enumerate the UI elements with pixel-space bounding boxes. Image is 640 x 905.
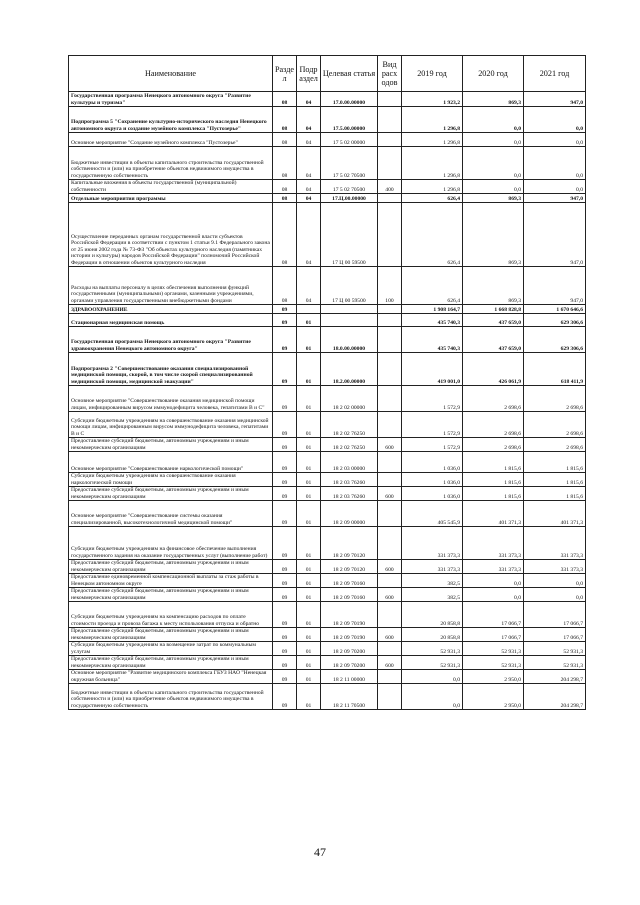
cell-section: 08 (273, 133, 297, 147)
cell-section: 08 (273, 203, 297, 267)
cell-2019: 1 036,0 (402, 487, 463, 501)
cell-expense-type (378, 194, 402, 203)
cell-section: 09 (273, 305, 297, 314)
cell-2019: 52 931,3 (402, 642, 463, 656)
cell-section: 09 (273, 386, 297, 412)
table-row (69, 588, 586, 602)
cell-section: 08 (273, 92, 297, 107)
cell-2019: 331 373,3 (402, 560, 463, 574)
header-section: Разде л (273, 56, 297, 92)
cell-expense-type: 600 (378, 560, 402, 574)
cell-2021: 0,0 (524, 133, 586, 147)
cell-2021: 17 066,7 (524, 602, 586, 628)
cell-article: 18 2 03 76260 (321, 473, 378, 487)
table-row (69, 180, 586, 194)
table-header-row (69, 56, 586, 92)
cell-expense-type (378, 574, 402, 588)
table-row (69, 487, 586, 501)
cell-subsection: 04 (297, 194, 321, 203)
cell-section: 09 (273, 684, 297, 710)
cell-2021: 2 698,6 (524, 412, 586, 438)
cell-2021: 0,0 (524, 574, 586, 588)
cell-section: 09 (273, 670, 297, 684)
table-row (69, 684, 586, 710)
cell-subsection: 01 (297, 314, 321, 327)
table-row (69, 305, 586, 314)
cell-section: 08 (273, 267, 297, 305)
cell-article: 17 Ц 00 59500 (321, 203, 378, 267)
cell-expense-type: 600 (378, 628, 402, 642)
cell-2020: 1 815,6 (463, 487, 524, 501)
cell-2019: 382,5 (402, 574, 463, 588)
cell-article: 18 2 11 00000 (321, 670, 378, 684)
cell-expense-type (378, 473, 402, 487)
cell-2021: 947,0 (524, 267, 586, 305)
cell-article: 18 2 09 70120 (321, 527, 378, 560)
cell-name: Предоставление субсидий бюджетным, автономным учреждениям и иным некоммерческим организациям (69, 487, 273, 501)
cell-expense-type: 400 (378, 180, 402, 194)
cell-section: 08 (273, 194, 297, 203)
cell-section: 09 (273, 412, 297, 438)
cell-2019: 331 373,3 (402, 527, 463, 560)
cell-article: 17.5.00.00000 (321, 107, 378, 133)
cell-2019: 435 740,3 (402, 327, 463, 353)
header-year-2019: 2019 год (402, 56, 463, 92)
cell-subsection: 01 (297, 628, 321, 642)
cell-2020: 869,3 (463, 194, 524, 203)
cell-2021: 204 298,7 (524, 670, 586, 684)
cell-name: ЗДРАВООХРАНЕНИЕ (69, 305, 273, 314)
cell-2020: 17 066,7 (463, 628, 524, 642)
cell-expense-type (378, 314, 402, 327)
cell-2020: 0,0 (463, 588, 524, 602)
cell-2019: 1 296,8 (402, 147, 463, 180)
cell-article: 17 Ц 00 59500 (321, 267, 378, 305)
cell-2021: 1 815,6 (524, 473, 586, 487)
cell-2020: 869,3 (463, 203, 524, 267)
cell-subsection: 01 (297, 501, 321, 527)
header-year-2020: 2020 год (463, 56, 524, 92)
cell-2020: 437 659,0 (463, 327, 524, 353)
cell-subsection: 01 (297, 473, 321, 487)
cell-expense-type (378, 412, 402, 438)
cell-2019: 626,4 (402, 203, 463, 267)
cell-article: 18 2 09 70200 (321, 642, 378, 656)
cell-article: 17 5 02 00000 (321, 133, 378, 147)
cell-name: Предоставление субсидий бюджетным, автономным учреждениям и иным некоммерческим организациям (69, 560, 273, 574)
cell-article: 18.2.00.00000 (321, 353, 378, 386)
cell-expense-type (378, 92, 402, 107)
cell-subsection: 01 (297, 353, 321, 386)
table-row (69, 670, 586, 684)
cell-2019: 419 001,0 (402, 353, 463, 386)
cell-2019: 20 858,8 (402, 628, 463, 642)
cell-2020: 869,3 (463, 267, 524, 305)
cell-name: Основное мероприятие "Совершенствование наркологической помощи" (69, 452, 273, 473)
cell-name: Субсидии бюджетным учреждениям на совершенствование оказания медицинской помощи лицам, инфицированным вирусом иммунодефицита человека, гепатитами B и C (69, 412, 273, 438)
cell-2021: 52 931,3 (524, 642, 586, 656)
cell-name: Предоставление субсидий бюджетным, автономным учреждениям и иным некоммерческим организациям (69, 656, 273, 670)
cell-2019: 20 858,8 (402, 602, 463, 628)
cell-2020: 1 668 828,8 (463, 305, 524, 314)
cell-2019: 1 572,9 (402, 412, 463, 438)
cell-section: 09 (273, 527, 297, 560)
cell-expense-type: 600 (378, 438, 402, 452)
cell-2021: 331 373,3 (524, 560, 586, 574)
cell-section: 09 (273, 473, 297, 487)
cell-2020: 0,0 (463, 574, 524, 588)
cell-name: Основное мероприятие "Совершенствование системы оказания специализированной, высокотехнологичной медицинской помощи" (69, 501, 273, 527)
cell-article: 18 2 09 00000 (321, 501, 378, 527)
cell-article: 18 2 03 00000 (321, 452, 378, 473)
cell-2020: 2 698,6 (463, 386, 524, 412)
cell-2021: 17 066,7 (524, 628, 586, 642)
cell-article: 18 2 02 76250 (321, 438, 378, 452)
cell-2021: 0,0 (524, 107, 586, 133)
cell-name: Субсидии бюджетным учреждениям на совершенствование оказания наркологической помощи (69, 473, 273, 487)
cell-name: Отдельные мероприятия программы (69, 194, 273, 203)
header-subsection: Подр аздел (297, 56, 321, 92)
cell-2020: 0,0 (463, 133, 524, 147)
cell-subsection: 04 (297, 203, 321, 267)
cell-2021: 947,0 (524, 194, 586, 203)
cell-name: Капитальные вложения в объекты государственной (муниципальной) собственности (69, 180, 273, 194)
cell-name: Подпрограмма 5 "Сохранение культурно-исторического наследия Ненецкого автономного округа и создание музейного комплекса "Пустозерье" (69, 107, 273, 133)
cell-2019: 1 923,2 (402, 92, 463, 107)
cell-section: 09 (273, 602, 297, 628)
cell-2020: 2 698,6 (463, 438, 524, 452)
cell-section: 09 (273, 560, 297, 574)
cell-2021: 204 298,7 (524, 684, 586, 710)
cell-2020: 426 061,9 (463, 353, 524, 386)
cell-2020: 401 371,3 (463, 501, 524, 527)
cell-2021: 2 698,6 (524, 438, 586, 452)
cell-name: Предоставление единовременной компенсационной выплаты за стаж работы в Ненецком автономном округе (69, 574, 273, 588)
cell-2019: 0,0 (402, 684, 463, 710)
cell-article: 18 2 09 70160 (321, 574, 378, 588)
cell-2019: 0,0 (402, 670, 463, 684)
table-row (69, 327, 586, 353)
cell-2020: 869,3 (463, 92, 524, 107)
cell-2020: 17 066,7 (463, 602, 524, 628)
cell-2021: 1 815,6 (524, 487, 586, 501)
cell-subsection: 01 (297, 588, 321, 602)
cell-name: Предоставление субсидий бюджетным, автономным учреждениям и иным некоммерческим организациям (69, 438, 273, 452)
table-row (69, 147, 586, 180)
cell-section: 09 (273, 656, 297, 670)
cell-article: 18 2 09 70190 (321, 628, 378, 642)
cell-subsection: 01 (297, 642, 321, 656)
cell-section: 09 (273, 628, 297, 642)
cell-2020: 0,0 (463, 147, 524, 180)
cell-name: Государственная программа Ненецкого автономного округа "Развитие культуры и туризма" (69, 92, 273, 107)
cell-name: Предоставление субсидий бюджетным, автономным учреждениям и иным некоммерческим организациям (69, 628, 273, 642)
table-row (69, 656, 586, 670)
cell-expense-type (378, 684, 402, 710)
cell-article: 18 2 03 76260 (321, 487, 378, 501)
cell-article: 18 2 09 70190 (321, 602, 378, 628)
table-row (69, 501, 586, 527)
cell-name: Стационарная медицинская помощь (69, 314, 273, 327)
table-row (69, 353, 586, 386)
table-row (69, 602, 586, 628)
cell-2021: 1 670 646,6 (524, 305, 586, 314)
cell-subsection: 01 (297, 602, 321, 628)
cell-subsection (297, 305, 321, 314)
table-row (69, 133, 586, 147)
cell-2020: 437 659,0 (463, 314, 524, 327)
cell-subsection: 01 (297, 487, 321, 501)
cell-subsection: 04 (297, 147, 321, 180)
table-row (69, 560, 586, 574)
cell-section: 08 (273, 107, 297, 133)
cell-2020: 1 815,6 (463, 473, 524, 487)
cell-subsection: 04 (297, 107, 321, 133)
cell-expense-type: 100 (378, 267, 402, 305)
cell-subsection: 01 (297, 527, 321, 560)
cell-2021: 401 371,3 (524, 501, 586, 527)
cell-section: 09 (273, 501, 297, 527)
cell-section: 09 (273, 642, 297, 656)
cell-article: 18 2 09 70200 (321, 656, 378, 670)
cell-expense-type (378, 602, 402, 628)
cell-expense-type (378, 327, 402, 353)
cell-2020: 331 373,3 (463, 560, 524, 574)
cell-2021: 331 373,3 (524, 527, 586, 560)
cell-section: 08 (273, 180, 297, 194)
cell-expense-type (378, 501, 402, 527)
header-name: Наименование (69, 56, 273, 92)
cell-expense-type (378, 147, 402, 180)
cell-name: Подпрограмма 2 "Совершенствование оказания специализированной медицинской помощи, скорой, в том числе скорой специализированной медицинской помощи, медицинской эвакуации" (69, 353, 273, 386)
table-row (69, 642, 586, 656)
cell-section: 09 (273, 574, 297, 588)
cell-name: Основное мероприятие "Совершенствование оказания медицинской помощи лицам, инфицированным вирусом иммунодефицита человека, гепатитами B и C" (69, 386, 273, 412)
cell-article: 18 2 09 70120 (321, 560, 378, 574)
cell-name: Субсидии бюджетным учреждениям на возмещение затрат по коммунальным услугам (69, 642, 273, 656)
table-row (69, 267, 586, 305)
cell-name: Государственная программа Ненецкого автономного округа "Развитие здравоохранения Ненецкого автономного округа" (69, 327, 273, 353)
cell-2020: 0,0 (463, 107, 524, 133)
table-row (69, 203, 586, 267)
cell-subsection: 01 (297, 452, 321, 473)
page-number: 47 (314, 845, 326, 859)
table-row (69, 628, 586, 642)
cell-expense-type: 600 (378, 487, 402, 501)
cell-subsection: 01 (297, 656, 321, 670)
cell-2019: 52 931,3 (402, 656, 463, 670)
cell-name: Бюджетные инвестиции в объекты капитального строительства государственной собственности и (или) на приобретение объектов недвижимого имущества в государственную собственность (69, 684, 273, 710)
table-row (69, 194, 586, 203)
cell-article (321, 305, 378, 314)
cell-article: 18 2 02 00000 (321, 386, 378, 412)
table-row (69, 527, 586, 560)
cell-section: 09 (273, 452, 297, 473)
cell-expense-type (378, 452, 402, 473)
table-row (69, 386, 586, 412)
cell-article: 18 2 02 76250 (321, 412, 378, 438)
cell-2019: 435 740,3 (402, 314, 463, 327)
cell-subsection: 01 (297, 684, 321, 710)
cell-2020: 52 931,3 (463, 656, 524, 670)
cell-2020: 2 950,0 (463, 670, 524, 684)
cell-section: 09 (273, 438, 297, 452)
cell-name: Субсидии бюджетным учреждениям на компенсацию расходов по оплате стоимости проезда и провоза багажа к месту использования отпуска и обратно (69, 602, 273, 628)
table-row (69, 314, 586, 327)
header-year-2021: 2021 год (524, 56, 586, 92)
cell-2021: 618 411,9 (524, 353, 586, 386)
cell-name: Расходы на выплаты персоналу в целях обеспечения выполнения функций государственными (муниципальными) органами, казенными учреждениями, органами управления государственными внебюджетными фондами (69, 267, 273, 305)
cell-2019: 1 296,8 (402, 133, 463, 147)
cell-2019: 1 572,9 (402, 386, 463, 412)
cell-subsection: 04 (297, 133, 321, 147)
cell-section: 09 (273, 353, 297, 386)
cell-subsection: 04 (297, 267, 321, 305)
cell-subsection: 01 (297, 670, 321, 684)
table-row (69, 452, 586, 473)
cell-2020: 1 815,6 (463, 452, 524, 473)
cell-2020: 0,0 (463, 180, 524, 194)
cell-subsection: 04 (297, 180, 321, 194)
cell-2019: 626,4 (402, 194, 463, 203)
cell-2020: 2 698,6 (463, 412, 524, 438)
cell-subsection: 01 (297, 386, 321, 412)
cell-section: 09 (273, 487, 297, 501)
cell-name: Основное мероприятие "Развитие медицинского комплекса ГБУЗ НАО "Ненецкая окружная больница" (69, 670, 273, 684)
cell-article: 17 5 02 70500 (321, 180, 378, 194)
cell-article: 18 2 11 70500 (321, 684, 378, 710)
cell-2019: 1 296,8 (402, 180, 463, 194)
cell-2021: 0,0 (524, 180, 586, 194)
table-row (69, 92, 586, 107)
cell-2019: 1 036,0 (402, 473, 463, 487)
cell-subsection: 01 (297, 560, 321, 574)
cell-expense-type (378, 305, 402, 314)
cell-2021: 629 306,6 (524, 314, 586, 327)
cell-expense-type (378, 670, 402, 684)
cell-expense-type (378, 203, 402, 267)
cell-name: Осуществление переданных органам государственной власти субъектов Российской Федерации в соответствии с пунктом 1 статьи 9.1 Федерального закона от 25 июня 2002 года № 73-ФЗ "Об объектах культурного наследия (памятниках истории и культуры) народов Российской Федерации" полномочий Российской Федерации в отношении объектов культурного наследия (69, 203, 273, 267)
cell-expense-type (378, 353, 402, 386)
header-expense-type: Вид расх одов (378, 56, 402, 92)
cell-2021: 2 698,6 (524, 386, 586, 412)
cell-2019: 405 545,9 (402, 501, 463, 527)
cell-subsection: 01 (297, 412, 321, 438)
cell-name: Основное мероприятие "Создание музейного комплекса "Пустозерье" (69, 133, 273, 147)
cell-expense-type (378, 386, 402, 412)
cell-expense-type (378, 133, 402, 147)
cell-2019: 626,4 (402, 267, 463, 305)
cell-2019: 1 296,8 (402, 107, 463, 133)
cell-2021: 629 306,6 (524, 327, 586, 353)
cell-2021: 52 931,3 (524, 656, 586, 670)
cell-article: 17.0.00.00000 (321, 92, 378, 107)
cell-section: 09 (273, 588, 297, 602)
cell-section: 08 (273, 147, 297, 180)
cell-2021: 0,0 (524, 588, 586, 602)
cell-expense-type (378, 527, 402, 560)
cell-2021: 947,0 (524, 92, 586, 107)
cell-2019: 1 036,0 (402, 452, 463, 473)
cell-2019: 382,5 (402, 588, 463, 602)
table-row (69, 473, 586, 487)
cell-article: 18.0.00.00000 (321, 327, 378, 353)
cell-subsection: 04 (297, 92, 321, 107)
cell-expense-type: 600 (378, 656, 402, 670)
cell-2021: 947,0 (524, 203, 586, 267)
cell-expense-type: 600 (378, 588, 402, 602)
cell-name: Бюджетные инвестиции в объекты капитального строительства государственной собственности и (или) на приобретение объектов недвижимого имущества в государственную собственность (69, 147, 273, 180)
table-row (69, 107, 586, 133)
cell-2020: 331 373,3 (463, 527, 524, 560)
header-article: Целевая статья (321, 56, 378, 92)
cell-article (321, 314, 378, 327)
budget-table (68, 55, 586, 710)
table-body (69, 92, 586, 710)
cell-section: 09 (273, 327, 297, 353)
cell-name: Субсидии бюджетным учреждениям на финансовое обеспечение выполнения государственного задания на оказание государственных услуг (выполнение работ) (69, 527, 273, 560)
cell-subsection: 01 (297, 327, 321, 353)
cell-article: 17 5 02 70500 (321, 147, 378, 180)
cell-subsection: 01 (297, 574, 321, 588)
cell-expense-type (378, 642, 402, 656)
cell-section: 09 (273, 314, 297, 327)
cell-article: 18 2 09 70160 (321, 588, 378, 602)
table-row (69, 412, 586, 438)
cell-expense-type (378, 107, 402, 133)
table-row (69, 574, 586, 588)
cell-article: 17.Ц.00.00000 (321, 194, 378, 203)
table-row (69, 438, 586, 452)
cell-subsection: 01 (297, 438, 321, 452)
cell-2021: 1 815,6 (524, 452, 586, 473)
cell-2019: 1 908 164,7 (402, 305, 463, 314)
cell-2020: 52 931,3 (463, 642, 524, 656)
cell-2019: 1 572,9 (402, 438, 463, 452)
cell-2020: 2 950,0 (463, 684, 524, 710)
cell-name: Предоставление субсидий бюджетным, автономным учреждениям и иным некоммерческим организациям (69, 588, 273, 602)
cell-2021: 0,0 (524, 147, 586, 180)
